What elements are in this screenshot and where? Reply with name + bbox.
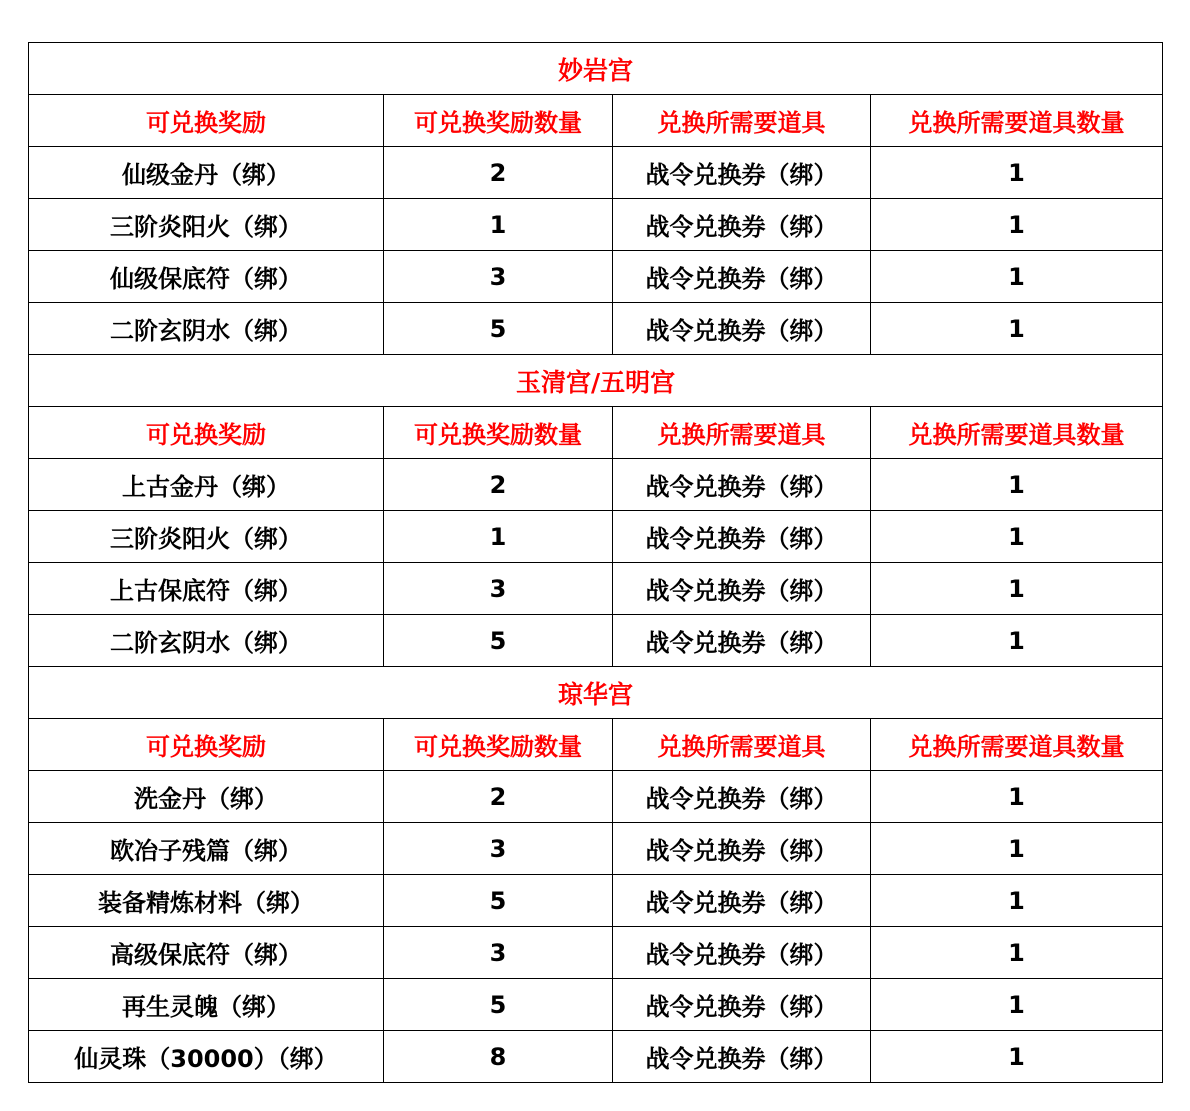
table-row: [29, 251, 1163, 303]
cell-reward-qty: 2: [384, 771, 613, 823]
section-title: 琼华宫: [29, 667, 1163, 719]
table-row: [29, 199, 1163, 251]
cell-reward: 二阶玄阴水（绑）: [29, 303, 384, 355]
cell-reward-qty: 3: [384, 251, 613, 303]
cell-item: 战令兑换券（绑）: [613, 823, 871, 875]
section-title-row: [29, 43, 1163, 95]
table-row: [29, 1031, 1163, 1083]
table-row: [29, 303, 1163, 355]
cell-reward: 仙级金丹（绑）: [29, 147, 384, 199]
cell-item: 战令兑换券（绑）: [613, 303, 871, 355]
table-row: [29, 875, 1163, 927]
cell-item: 战令兑换券（绑）: [613, 563, 871, 615]
cell-item-qty: 1: [871, 251, 1163, 303]
cell-reward-qty: 3: [384, 927, 613, 979]
cell-reward-qty: 5: [384, 875, 613, 927]
cell-item-qty: 1: [871, 563, 1163, 615]
column-header: 可兑换奖励数量: [384, 719, 613, 771]
table-row: [29, 927, 1163, 979]
section-title-row: [29, 667, 1163, 719]
column-header: 可兑换奖励数量: [384, 407, 613, 459]
column-header: 兑换所需要道具数量: [871, 407, 1163, 459]
header-row: [29, 719, 1163, 771]
exchange-table: [28, 42, 1163, 1083]
cell-item: 战令兑换券（绑）: [613, 1031, 871, 1083]
header-row: [29, 95, 1163, 147]
column-header: 可兑换奖励: [29, 719, 384, 771]
cell-reward-qty: 2: [384, 147, 613, 199]
cell-reward-qty: 5: [384, 615, 613, 667]
section-title: 玉清宫/五明宫: [29, 355, 1163, 407]
cell-item: 战令兑换券（绑）: [613, 459, 871, 511]
cell-item-qty: 1: [871, 927, 1163, 979]
table-row: [29, 563, 1163, 615]
column-header: 兑换所需要道具: [613, 95, 871, 147]
cell-reward: 仙灵珠（30000）（绑）: [29, 1031, 384, 1083]
header-row: [29, 407, 1163, 459]
cell-reward-qty: 8: [384, 1031, 613, 1083]
column-header: 兑换所需要道具数量: [871, 95, 1163, 147]
cell-reward: 上古金丹（绑）: [29, 459, 384, 511]
cell-reward: 三阶炎阳火（绑）: [29, 199, 384, 251]
cell-item-qty: 1: [871, 459, 1163, 511]
cell-reward: 高级保底符（绑）: [29, 927, 384, 979]
cell-reward: 上古保底符（绑）: [29, 563, 384, 615]
cell-item-qty: 1: [871, 771, 1163, 823]
cell-reward-qty: 2: [384, 459, 613, 511]
exchange-table-body: [29, 43, 1163, 1083]
table-row: [29, 615, 1163, 667]
cell-reward-qty: 5: [384, 303, 613, 355]
cell-item-qty: 1: [871, 147, 1163, 199]
column-header: 兑换所需要道具: [613, 407, 871, 459]
section-title-row: [29, 355, 1163, 407]
table-row: [29, 459, 1163, 511]
cell-item-qty: 1: [871, 199, 1163, 251]
cell-reward: 装备精炼材料（绑）: [29, 875, 384, 927]
table-row: [29, 823, 1163, 875]
section-title: 妙岩宫: [29, 43, 1163, 95]
column-header: 可兑换奖励: [29, 407, 384, 459]
cell-item: 战令兑换券（绑）: [613, 771, 871, 823]
cell-reward-qty: 1: [384, 511, 613, 563]
cell-item: 战令兑换券（绑）: [613, 875, 871, 927]
column-header: 可兑换奖励数量: [384, 95, 613, 147]
cell-item: 战令兑换券（绑）: [613, 927, 871, 979]
cell-item: 战令兑换券（绑）: [613, 615, 871, 667]
cell-item: 战令兑换券（绑）: [613, 251, 871, 303]
column-header: 兑换所需要道具数量: [871, 719, 1163, 771]
cell-reward: 三阶炎阳火（绑）: [29, 511, 384, 563]
cell-item-qty: 1: [871, 303, 1163, 355]
cell-item-qty: 1: [871, 979, 1163, 1031]
cell-item: 战令兑换券（绑）: [613, 979, 871, 1031]
cell-reward: 欧冶子残篇（绑）: [29, 823, 384, 875]
cell-item-qty: 1: [871, 1031, 1163, 1083]
cell-item: 战令兑换券（绑）: [613, 147, 871, 199]
cell-item-qty: 1: [871, 823, 1163, 875]
table-row: [29, 979, 1163, 1031]
cell-reward-qty: 5: [384, 979, 613, 1031]
cell-reward-qty: 1: [384, 199, 613, 251]
cell-reward: 仙级保底符（绑）: [29, 251, 384, 303]
cell-reward-qty: 3: [384, 823, 613, 875]
column-header: 可兑换奖励: [29, 95, 384, 147]
cell-reward-qty: 3: [384, 563, 613, 615]
cell-item: 战令兑换券（绑）: [613, 511, 871, 563]
table-row: [29, 771, 1163, 823]
cell-reward: 再生灵魄（绑）: [29, 979, 384, 1031]
cell-item-qty: 1: [871, 511, 1163, 563]
column-header: 兑换所需要道具: [613, 719, 871, 771]
table-row: [29, 511, 1163, 563]
cell-item-qty: 1: [871, 875, 1163, 927]
cell-reward: 二阶玄阴水（绑）: [29, 615, 384, 667]
table-row: [29, 147, 1163, 199]
cell-reward: 洗金丹（绑）: [29, 771, 384, 823]
cell-item: 战令兑换券（绑）: [613, 199, 871, 251]
cell-item-qty: 1: [871, 615, 1163, 667]
